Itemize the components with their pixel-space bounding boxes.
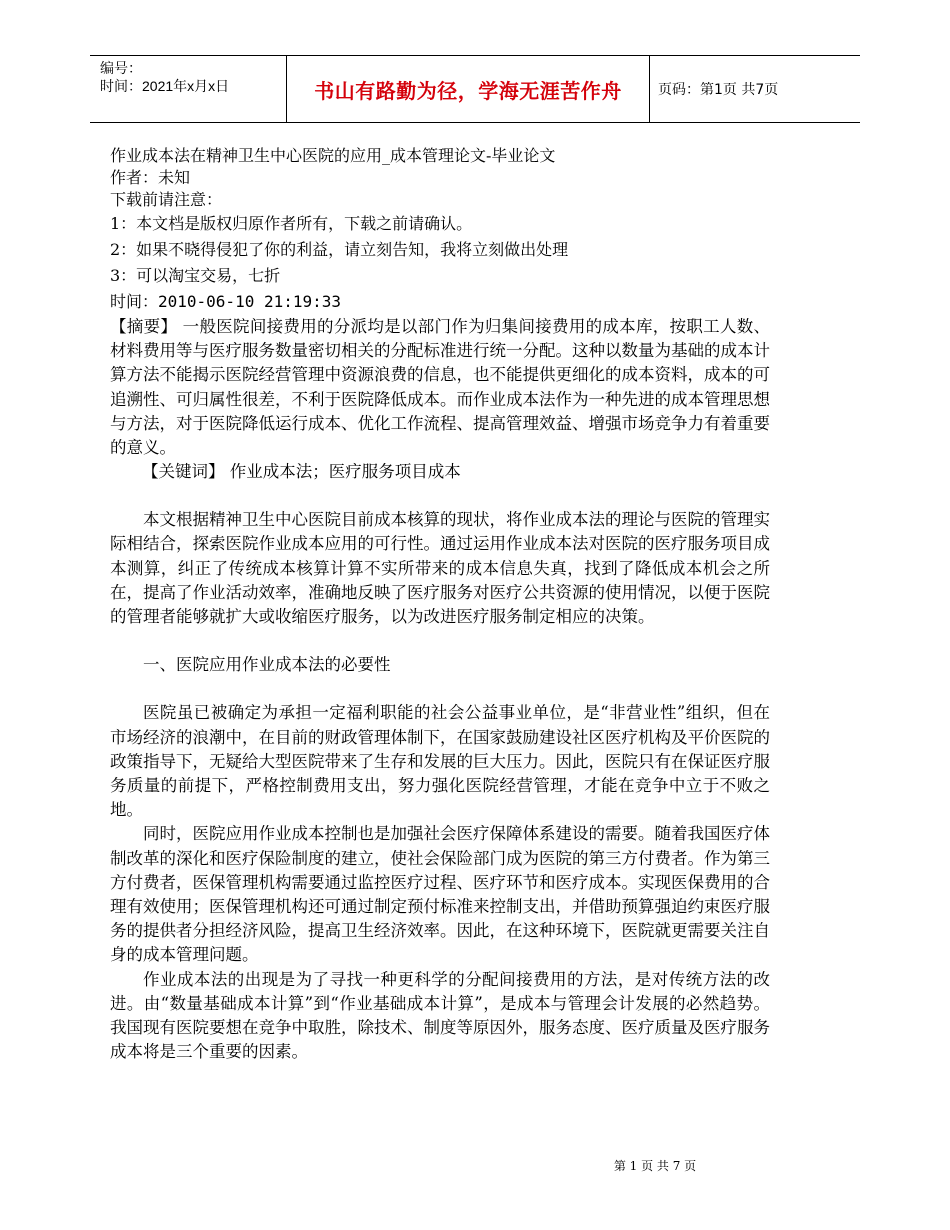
publish-time: 时间：2010-06-10 21:19:33 [110, 292, 342, 311]
notice-item: 1：本文档是版权归原作者所有，下载之前请确认。 [110, 214, 473, 233]
header-right [648, 56, 860, 122]
abstract-paragraph: 【摘要】 一般医院间接费用的分派均是以部门作为归集间接费用的成本库，按职工人数、材料费用等与医疗服务数量密切相关的分配标准进行统一分配。这种以数量为基础的成本计算方法不能揭示医院经营管理中资源浪费的信息，也不能提供更细化的成本资料，成本的可追溯性、可归属性很差，不利于医院降低成本。而作业成本法作为一种先进的成本管理思想与方法，对于医院降低运行成本、优化工作流程、提高管理效益、增强市场竞争力有着重要的意义。 [110, 317, 770, 458]
notice-heading: 下载前请注意： [110, 190, 223, 209]
motto: 书山有路勤为径，学海无涯苦作舟 [314, 78, 622, 103]
section-heading: 一、医院应用作业成本法的必要性 [143, 655, 391, 675]
keywords: 【关键词】 作业成本法；医疗服务项目成本 [142, 462, 461, 482]
time-label: 时间：2021年x月x日 [100, 78, 230, 94]
page-info: 页码：第1页 共7页 [658, 82, 779, 98]
notice-item: 2：如果不晓得侵犯了你的利益，请立刻告知，我将立刻做出处理 [110, 240, 569, 259]
intro-paragraph: 本文根据精神卫生中心医院目前成本核算的现状，将作业成本法的理论与医院的管理实际相结合，探索医院作业成本应用的可行性。通过运用作业成本法对医院的医疗服务项目成本测算，纠正了传统成本核算计算不实所带来的成本信息失真，找到了降低成本机会之所在，提高了作业活动效率，准确地反映了医疗服务对医疗公共资源的使用情况，以便于医院的管理者能够就扩大或收缩医疗服务，以为改进医疗服务制定相应的决策。 [110, 510, 770, 627]
body-paragraph: 同时，医院应用作业成本控制也是加强社会医疗保障体系建设的需要。随着我国医疗体制改革的深化和医疗保险制度的建立，使社会保险部门成为医院的第三方付费者。作为第三方付费者，医保管理机构需要通过监控医疗过程、医疗环节和医疗成本。实现医保费用的合理有效使用；医保管理机构还可通过制定预付标准来控制支出，并借助预算强迫约束医疗服务的提供者分担经济风险，提高卫生经济效率。因此，在这种环境下，医院就更需要关注自身的成本管理问题。 [110, 824, 770, 965]
author: 作者：未知 [110, 168, 191, 187]
header-left [90, 56, 286, 122]
document-body [110, 145, 770, 1064]
notice-item: 3：可以淘宝交易，七折 [110, 266, 281, 285]
body-paragraph: 作业成本法的出现是为了寻找一种更科学的分配间接费用的方法，是对传统方法的改进。由“数量基础成本计算”到“作业基础成本计算”，是成本与管理会计发展的必然趋势。我国现有医院要想在竞争中取胜，除技术、制度等原因外，服务态度、医疗质量及医疗服务成本将是三个重要的因素。 [110, 969, 770, 1062]
page-footer: 第 1 页 共 7 页 [613, 1159, 697, 1173]
document-title: 作业成本法在精神卫生中心医院的应用_成本管理论文-毕业论文 [110, 146, 556, 165]
body-paragraph: 医院虽已被确定为承担一定福利职能的社会公益事业单位，是“非营业性”组织，但在市场经济的浪潮中，在目前的财政管理体制下，在国家鼓励建设社区医疗机构及平价医院的政策指导下，无疑给大型医院带来了生存和发展的巨大压力。因此，医院只有在保证医疗服务质量的前提下，严格控制费用支出，努力强化医院经营管理，才能在竞争中立于不败之地。 [110, 703, 770, 820]
number-label: 编号： [100, 60, 142, 76]
header-motto-cell [286, 56, 650, 122]
page-header [90, 55, 860, 123]
